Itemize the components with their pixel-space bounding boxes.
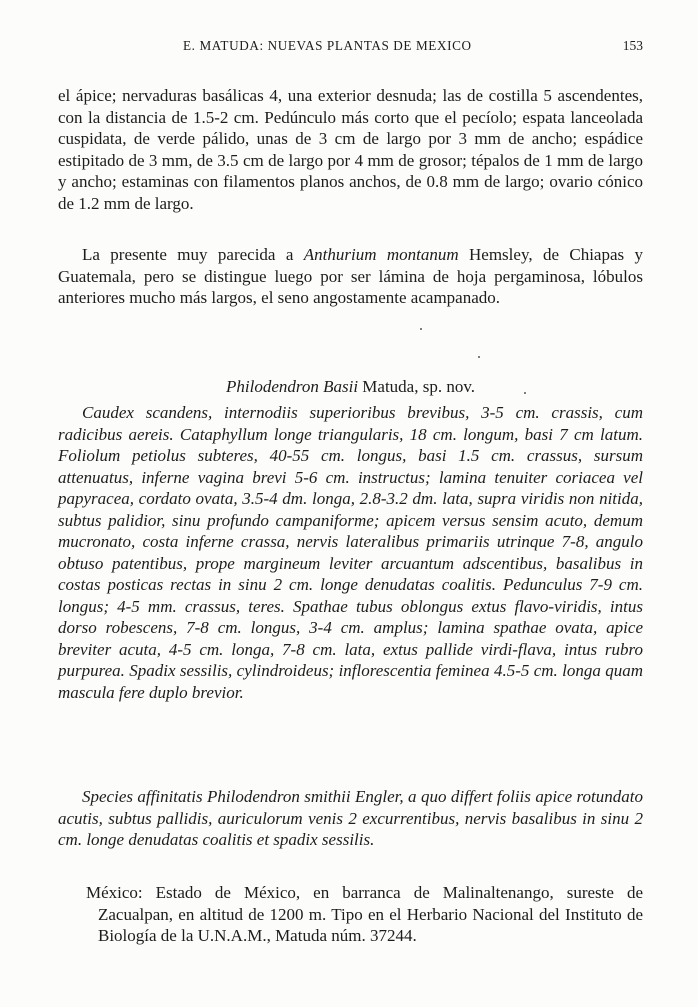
comparison-text-before: La presente muy parecida a	[82, 245, 304, 264]
running-title: E. MATUDA: NUEVAS PLANTAS DE MEXICO	[183, 38, 472, 53]
print-speck	[478, 356, 480, 358]
latin-diagnosis: Caudex scandens, internodiis superioribus brevibus, 3-5 cm. crassis, cum radicibus aereis. Cataphyllum longe triangularis, 18 cm. longum, basi 7 cm latum. Foliolum petiolus subteres, 40-55 cm. longus, basi 1.5 cm. crassus, sursum attenuatus, inferne vagina brevi 5-6 cm. instructus; lamina tenuiter coriacea vel papyracea, cordato ovata, 3.5-4 dm. longa, 2.8-3.2 dm. lata, supra viridis non nitida, subtus palidior, sinu profundo campaniforme; apicem versus sensim acuto, demum mucronato, costa inferne crassa, nervis lateralibus primariis utrinque 7-8, angulo obtuso patentibus, prope margineum leviter arcuantum adscentibus, basalibus in costas posticas rectas in sinu 2 cm. longe denudatas coalitis. Pedunculus 7-9 cm. longus; 4-5 mm. crassus, teres. Spathae tubus oblongus extus flavo-viridis, intus dorso robescens, 7-8 cm. longus, 3-4 cm. amplus; lamina spathae ovata, apice breviter acuta, 4-5 cm. longa, 7-8 cm. lata, extus pallide virdi-flava, intus rubro purpurea. Spadix sessilis, cylindroideus; inflorescentia feminea 4.5-5 cm. longa quam mascula fere duplo brevior.	[58, 403, 643, 702]
species-name: Philodendron Basii	[225, 377, 359, 396]
affinity-paragraph: Species affinitatis Philodendron smithii Engler, a quo differt foliis apice rotundato acutis, subtus pallidis, auriculorum venis 2 excurrentibus, nervis basalibus in sinu 2 cm. longe denudatas coalitis et spadix sessilis.	[58, 787, 643, 849]
comparison-paragraph	[58, 244, 643, 309]
print-speck	[524, 392, 526, 394]
continued-description: el ápice; nervaduras basálicas 4, una exterior desnuda; las de costilla 5 ascendentes, con la distancia de 1.5-2 cm. Pedúnculo más corto que el pecíolo; espata lanceolada cuspidata, de verde pálido, unas de 3 cm de largo por 3 mm de ancho; espádice estipitado de 3 mm, de 3.5 cm de largo por 4 mm de grosor; tépalos de 1 mm de largo y ancho; estaminas con filamentos planos anchos, de 0.8 mm de largo; ovario cónico de 1.2 mm de largo.	[58, 86, 643, 213]
species-heading	[58, 376, 643, 398]
print-speck	[420, 328, 422, 330]
species-author: Matuda, sp. nov.	[358, 377, 475, 396]
compared-taxon: Anthurium montanum	[303, 245, 459, 264]
comparison-text-after: Hemsley, de Chiapas y Guatemala, pero se distingue luego por ser lámina de hoja pergaminosa, lóbulos anteriores mucho más largos, el seno angostamente acampanado.	[58, 245, 644, 307]
page-number: 153	[622, 38, 643, 53]
book-page	[58, 0, 643, 1007]
locality-paragraph: México: Estado de México, en barranca de Malinaltenango, sureste de Zacualpan, en altitud de 1200 m. Tipo en el Herbario Nacional del Instituto de Biología de la U.N.A.M., Matuda núm. 37244.	[86, 883, 643, 945]
running-head	[58, 38, 643, 58]
